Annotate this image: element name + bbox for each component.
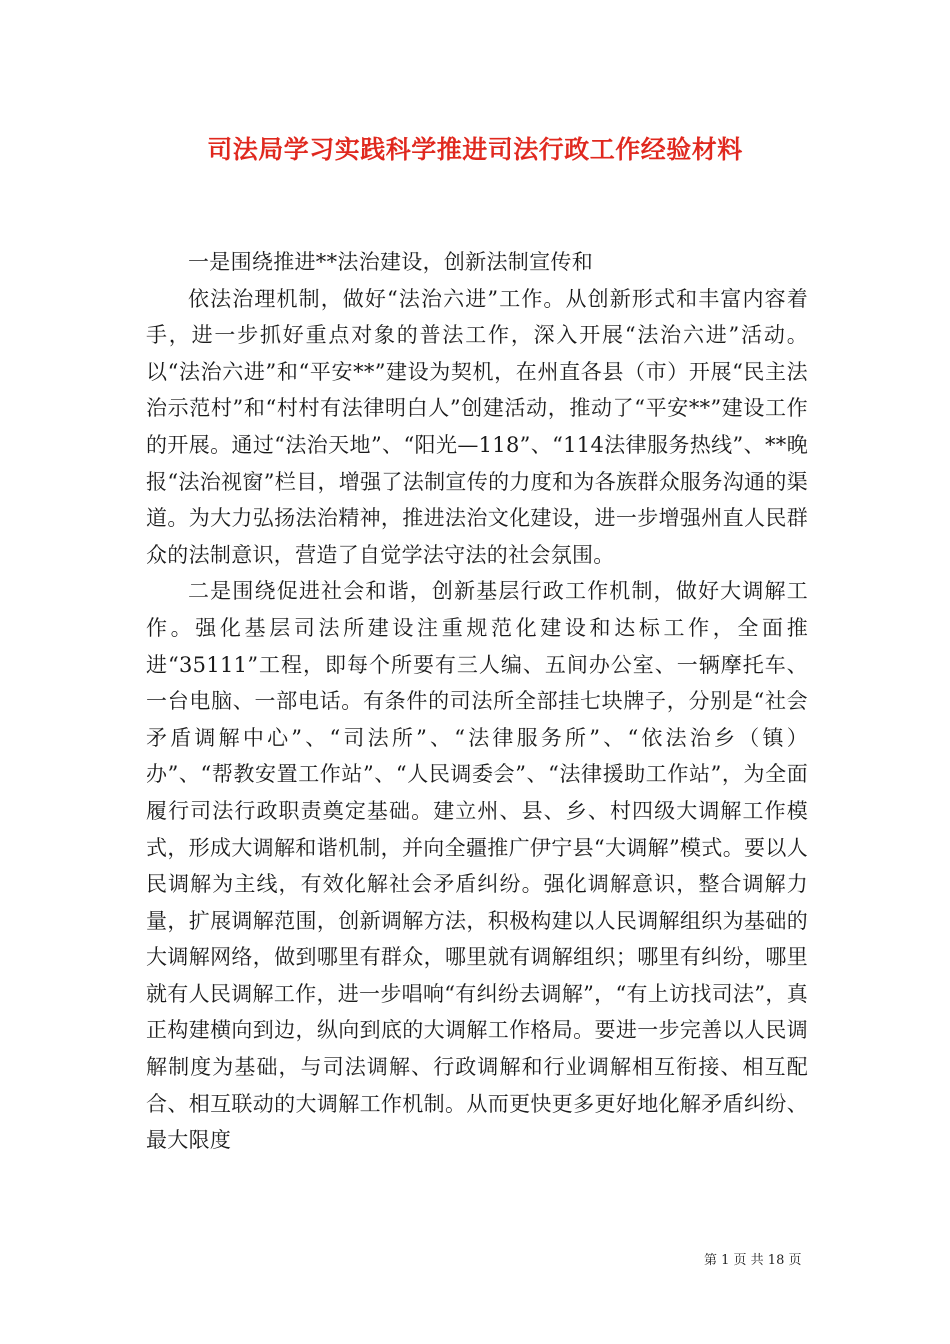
page-title: 司法局学习实践科学推进司法行政工作经验材料 <box>207 135 743 164</box>
paragraph: 依法治理机制，做好“法治六进”工作。从创新形式和丰富内容着手，进一步抓好重点对象的普法工作，深入开展“法治六进”活动。以“法治六进”和“平安**”建设为契机，在州直各县（市）开展“民主法治示范村”和“村村有法律明白人”创建活动，推动了“平安**”建设工作的开展。通过“法治天地”、“阳光—118”、“114法律服务热线”、**晚报“法治视窗”栏目，增强了法制宣传的力度和为各族群众服务沟通的渠道。为大力弘扬法治精神，推进法治文化建设，进一步增强州直人民群众的法制意识，营造了自觉学法守法的社会氛围。 <box>146 286 808 567</box>
document-body <box>146 244 808 1159</box>
paragraph: 二是围绕促进社会和谐，创新基层行政工作机制，做好大调解工作。强化基层司法所建设注重规范化建设和达标工作，全面推进“35111”工程，即每个所要有三人编、五间办公室、一辆摩托车、一台电脑、一部电话。有条件的司法所全部挂七块牌子，分别是“社会矛盾调解中心”、“司法所”、“法律服务所”、“依法治乡（镇）办”、“帮教安置工作站”、“人民调委会”、“法律援助工作站”，为全面履行司法行政职责奠定基础。建立州、县、乡、村四级大调解工作模式，形成大调解和谐机制，并向全疆推广伊宁县“大调解”模式。要以人民调解为主线，有效化解社会矛盾纠纷。强化调解意识，整合调解力量，扩展调解范围，创新调解方法，积极构建以人民调解组织为基础的大调解网络，做到哪里有群众，哪里就有调解组织；哪里有纠纷，哪里就有人民调解工作，进一步唱响“有纠纷去调解”，“有上访找司法”，真正构建横向到边，纵向到底的大调解工作格局。要进一步完善以人民调解制度为基础，与司法调解、行政调解和行业调解相互衔接、相互配合、相互联动的大调解工作机制。从而更快更多更好地化解矛盾纠纷、最大限度 <box>146 579 808 1153</box>
paragraph: 一是围绕推进**法治建设，创新法制宣传和 <box>188 250 593 274</box>
page-number: 第 1 页 共 18 页 <box>704 1253 802 1268</box>
